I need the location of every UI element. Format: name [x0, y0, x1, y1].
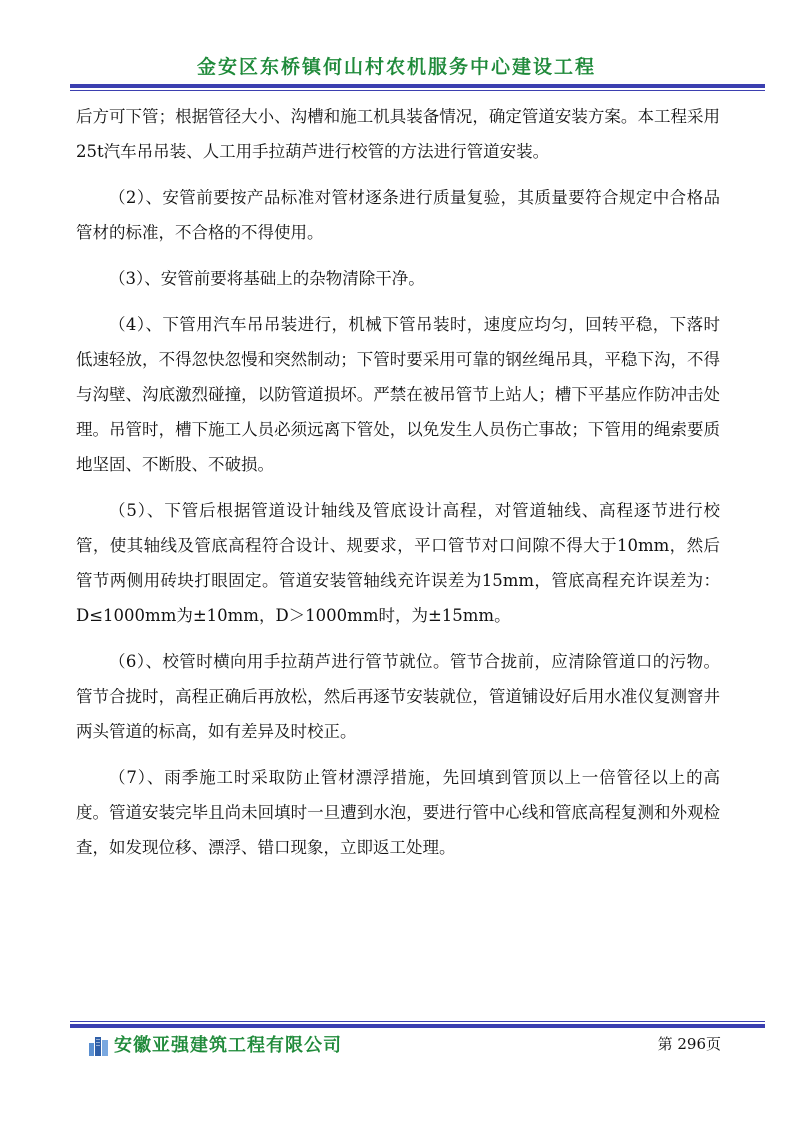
building-logo-icon [88, 1034, 110, 1056]
paragraph: （3）、安管前要将基础上的杂物清除干净。 [109, 269, 425, 288]
page-number: 第 296页 [657, 1035, 721, 1053]
paragraph: （6）、校管时横向用手拉葫芦进行管节就位。管节合拢前，应清除管道口的污物。管节合拢时，高程正确后再放松，然后再逐节安装就位，管道铺设好后用水准仪复测窨井两头管道的标高，如有差异及时校正。 [76, 652, 720, 741]
paragraph: （2）、安管前要按产品标准对管材逐条进行质量复验，其质量要符合规定中合格品管材的标准，不合格的不得使用。 [76, 188, 720, 242]
footer-rule-thin [70, 1021, 765, 1022]
paragraph: （7）、雨季施工时采取防止管材漂浮措施，先回填到管顶以上一倍管径以上的高度。管道安装完毕且尚未回填时一旦遭到水泡，要进行管中心线和管底高程复测和外观检查，如发现位移、漂浮、错口现象，立即返工处理。 [76, 768, 720, 857]
footer-company-name: 安徽亚强建筑工程有限公司 [114, 1035, 342, 1056]
body-text [76, 99, 720, 876]
paragraph: 后方可下管；根据管径大小、沟槽和施工机具装备情况，确定管道安装方案。本工程采用25t汽车吊吊装、人工用手拉葫芦进行校管的方法进行管道安装。 [76, 107, 720, 161]
paragraph: （4）、下管用汽车吊吊装进行，机械下管吊装时，速度应均匀，回转平稳，下落时低速轻放，不得忽快忽慢和突然制动；下管时要采用可靠的钢丝绳吊具，平稳下沟，不得与沟壁、沟底激烈碰撞，以防管道损坏。严禁在被吊管节上站人；槽下平基应作防冲击处理。吊管时，槽下施工人员必须远离下管处，以免发生人员伤亡事故；下管用的绳索要质地坚固、不断股、不破损。 [76, 315, 720, 474]
page-header-title: 金安区东桥镇何山村农机服务中心建设工程 [196, 56, 596, 78]
header-rule-thin [70, 90, 765, 91]
header-rule-thick [70, 84, 765, 88]
footer-rule-thick [70, 1024, 765, 1028]
paragraph: （5）、下管后根据管道设计轴线及管底设计高程，对管道轴线、高程逐节进行校管，使其轴线及管底高程符合设计、规要求，平口管节对口间隙不得大于10mm，然后管节两侧用砖块打眼固定。管道安装管轴线充许误差为15mm，管底高程充许误差为：D≤1000mm为±10mm，D＞1000mm时，为±15mm。 [76, 501, 720, 625]
